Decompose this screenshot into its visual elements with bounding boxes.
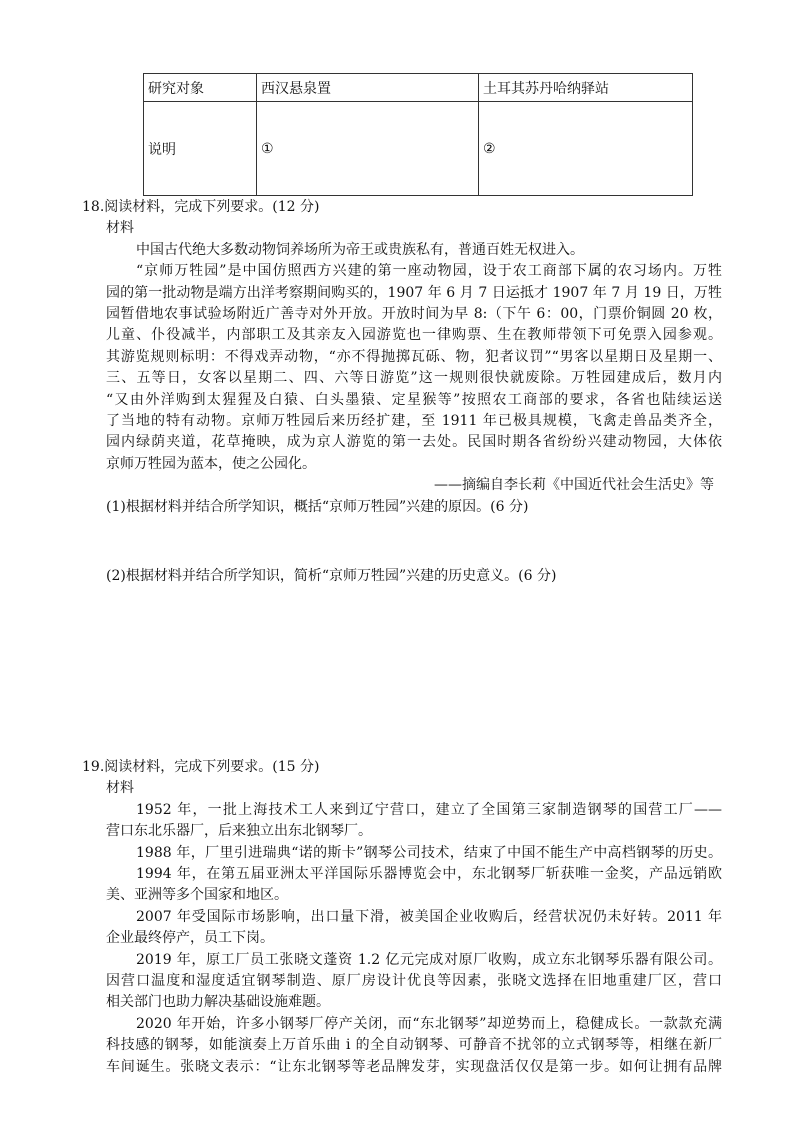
material-line: “京师万牲园”是中国仿照西方兴建的第一座动物园，设于农工商部下属的农习场内。万牲 (136, 263, 722, 280)
material-line: 1988 年，厂里引进瑞典“诺的斯卡”钢琴公司技术，结束了中国不能生产中高档钢琴的历史。 (136, 844, 722, 861)
question-title: 19.阅读材料，完成下列要求。(15 分) (82, 759, 320, 775)
question-18 (82, 197, 722, 518)
material-line: 因营口温度和湿度适宜钢琴制造、原厂房设计优良等因素，张晓文选择在旧地重建厂区，营口 (106, 973, 722, 990)
material-line: 2007 年受国际市场影响，出口量下滑，被美国企业收购后，经营状况仍未好转。2011 年 (136, 908, 722, 925)
table-cell: ② (479, 102, 693, 196)
material-line: 其游览规则标明：不得戏弄动物，“亦不得抛掷瓦砾、物，犯者议罚”“男客以星期日及星期一、 (106, 348, 722, 365)
material-line: 园暂借地农事试验场附近广善寺对外开放。开放时间为早 8:（下午 6：00，门票价铜圆 20 枚， (106, 306, 722, 323)
material-line: 京师万牲园为蓝本，使之公园化。 (106, 455, 316, 472)
material-line: 园内绿荫夹道，花草掩映，成为京人游览的第一去处。民国时期各省纷纷兴建动物园，大体依 (106, 434, 722, 451)
material-line: 营口东北乐器厂，后来独立出东北钢琴厂。 (106, 823, 372, 840)
table-cell: ① (257, 102, 479, 196)
material-line: 科技感的钢琴，如能演奏上万首乐曲 i 的全自动钢琴、可静音不扰邻的立式钢琴等，相继在新厂 (106, 1037, 722, 1054)
table-header: 土耳其苏丹哈纳驿站 (479, 74, 693, 102)
question-title: 18.阅读材料，完成下列要求。(12 分) (82, 199, 320, 215)
material-line: 2019 年，原工厂员工张晓文蓬资 1.2 亿元完成对原厂收购，成立东北钢琴乐器有限公司。 (136, 951, 722, 968)
sub-question-1: (1)根据材料并结合所学知识，概括“京师万牲园”兴建的原因。(6 分) (106, 498, 529, 515)
material-label: 材料 (106, 220, 134, 237)
material-line: 美、亚洲等多个国家和地区。 (106, 887, 288, 904)
material-line: 1994 年，在第五届亚洲太平洋国际乐器博览会中，东北钢琴厂斩获唯一金奖，产品远销欧 (136, 866, 722, 883)
question-19 (82, 757, 722, 1078)
sub-question-2: (2)根据材料并结合所学知识，简析“京师万牲园”兴建的历史意义。(6 分) (106, 568, 557, 584)
material-line: 1952 年，一批上海技术工人来到辽宁营口，建立了全国第三家制造钢琴的国营工厂—— (136, 801, 722, 818)
table-header: 西汉悬泉置 (257, 74, 479, 102)
table-row-label: 说明 (144, 102, 257, 196)
material-line: 园的第一批动物是端方出洋考察期间购买的，1907 年 6 月 7 日运抵才 1907 年 7 月 19 日，万牲 (106, 284, 722, 301)
material-line: 车间诞生。张晓文表示：“让东北钢琴等老品牌发芽，实现盘活仅仅是第一步。如何让拥有品牌 (106, 1058, 722, 1075)
table-header: 研究对象 (144, 74, 257, 102)
material-label: 材料 (106, 780, 134, 797)
material-line: 三、五等日，女客以星期二、四、六等日游览”这一规则很快就废除。万牲园建成后，数月内 (106, 370, 722, 387)
material-line: 了当地的特有动物。京师万牲园后来历经扩建，至 1911 年已极具规模，飞禽走兽品类齐全， (106, 413, 722, 430)
attribution: ——摘编自李长莉《中国近代社会生活史》等 (434, 477, 714, 494)
material-line: 儿童、仆役减半，内部职工及其亲友入园游览也一律购票、生在教师带领下可免票入园参观。 (106, 327, 722, 344)
material-line: 2020 年开始，许多小钢琴厂停产关闭，而“东北钢琴”却逆势而上，稳健成长。一款款充满 (136, 1015, 722, 1032)
comparison-table (143, 73, 693, 196)
material-line: 企业最终停产，员工下岗。 (106, 930, 274, 947)
sub-question-2-block (82, 566, 722, 587)
material-line: “又由外洋购到太猩猩及白猿、白头墨猿、定星猴等”按照农工商部的要求，各省也陆续运送 (106, 391, 722, 408)
material-line: 中国古代绝大多数动物饲养场所为帝王或贵族私有，普通百姓无权进入。 (136, 241, 584, 258)
material-line: 相关部门也助力解决基础设施难题。 (106, 994, 330, 1011)
